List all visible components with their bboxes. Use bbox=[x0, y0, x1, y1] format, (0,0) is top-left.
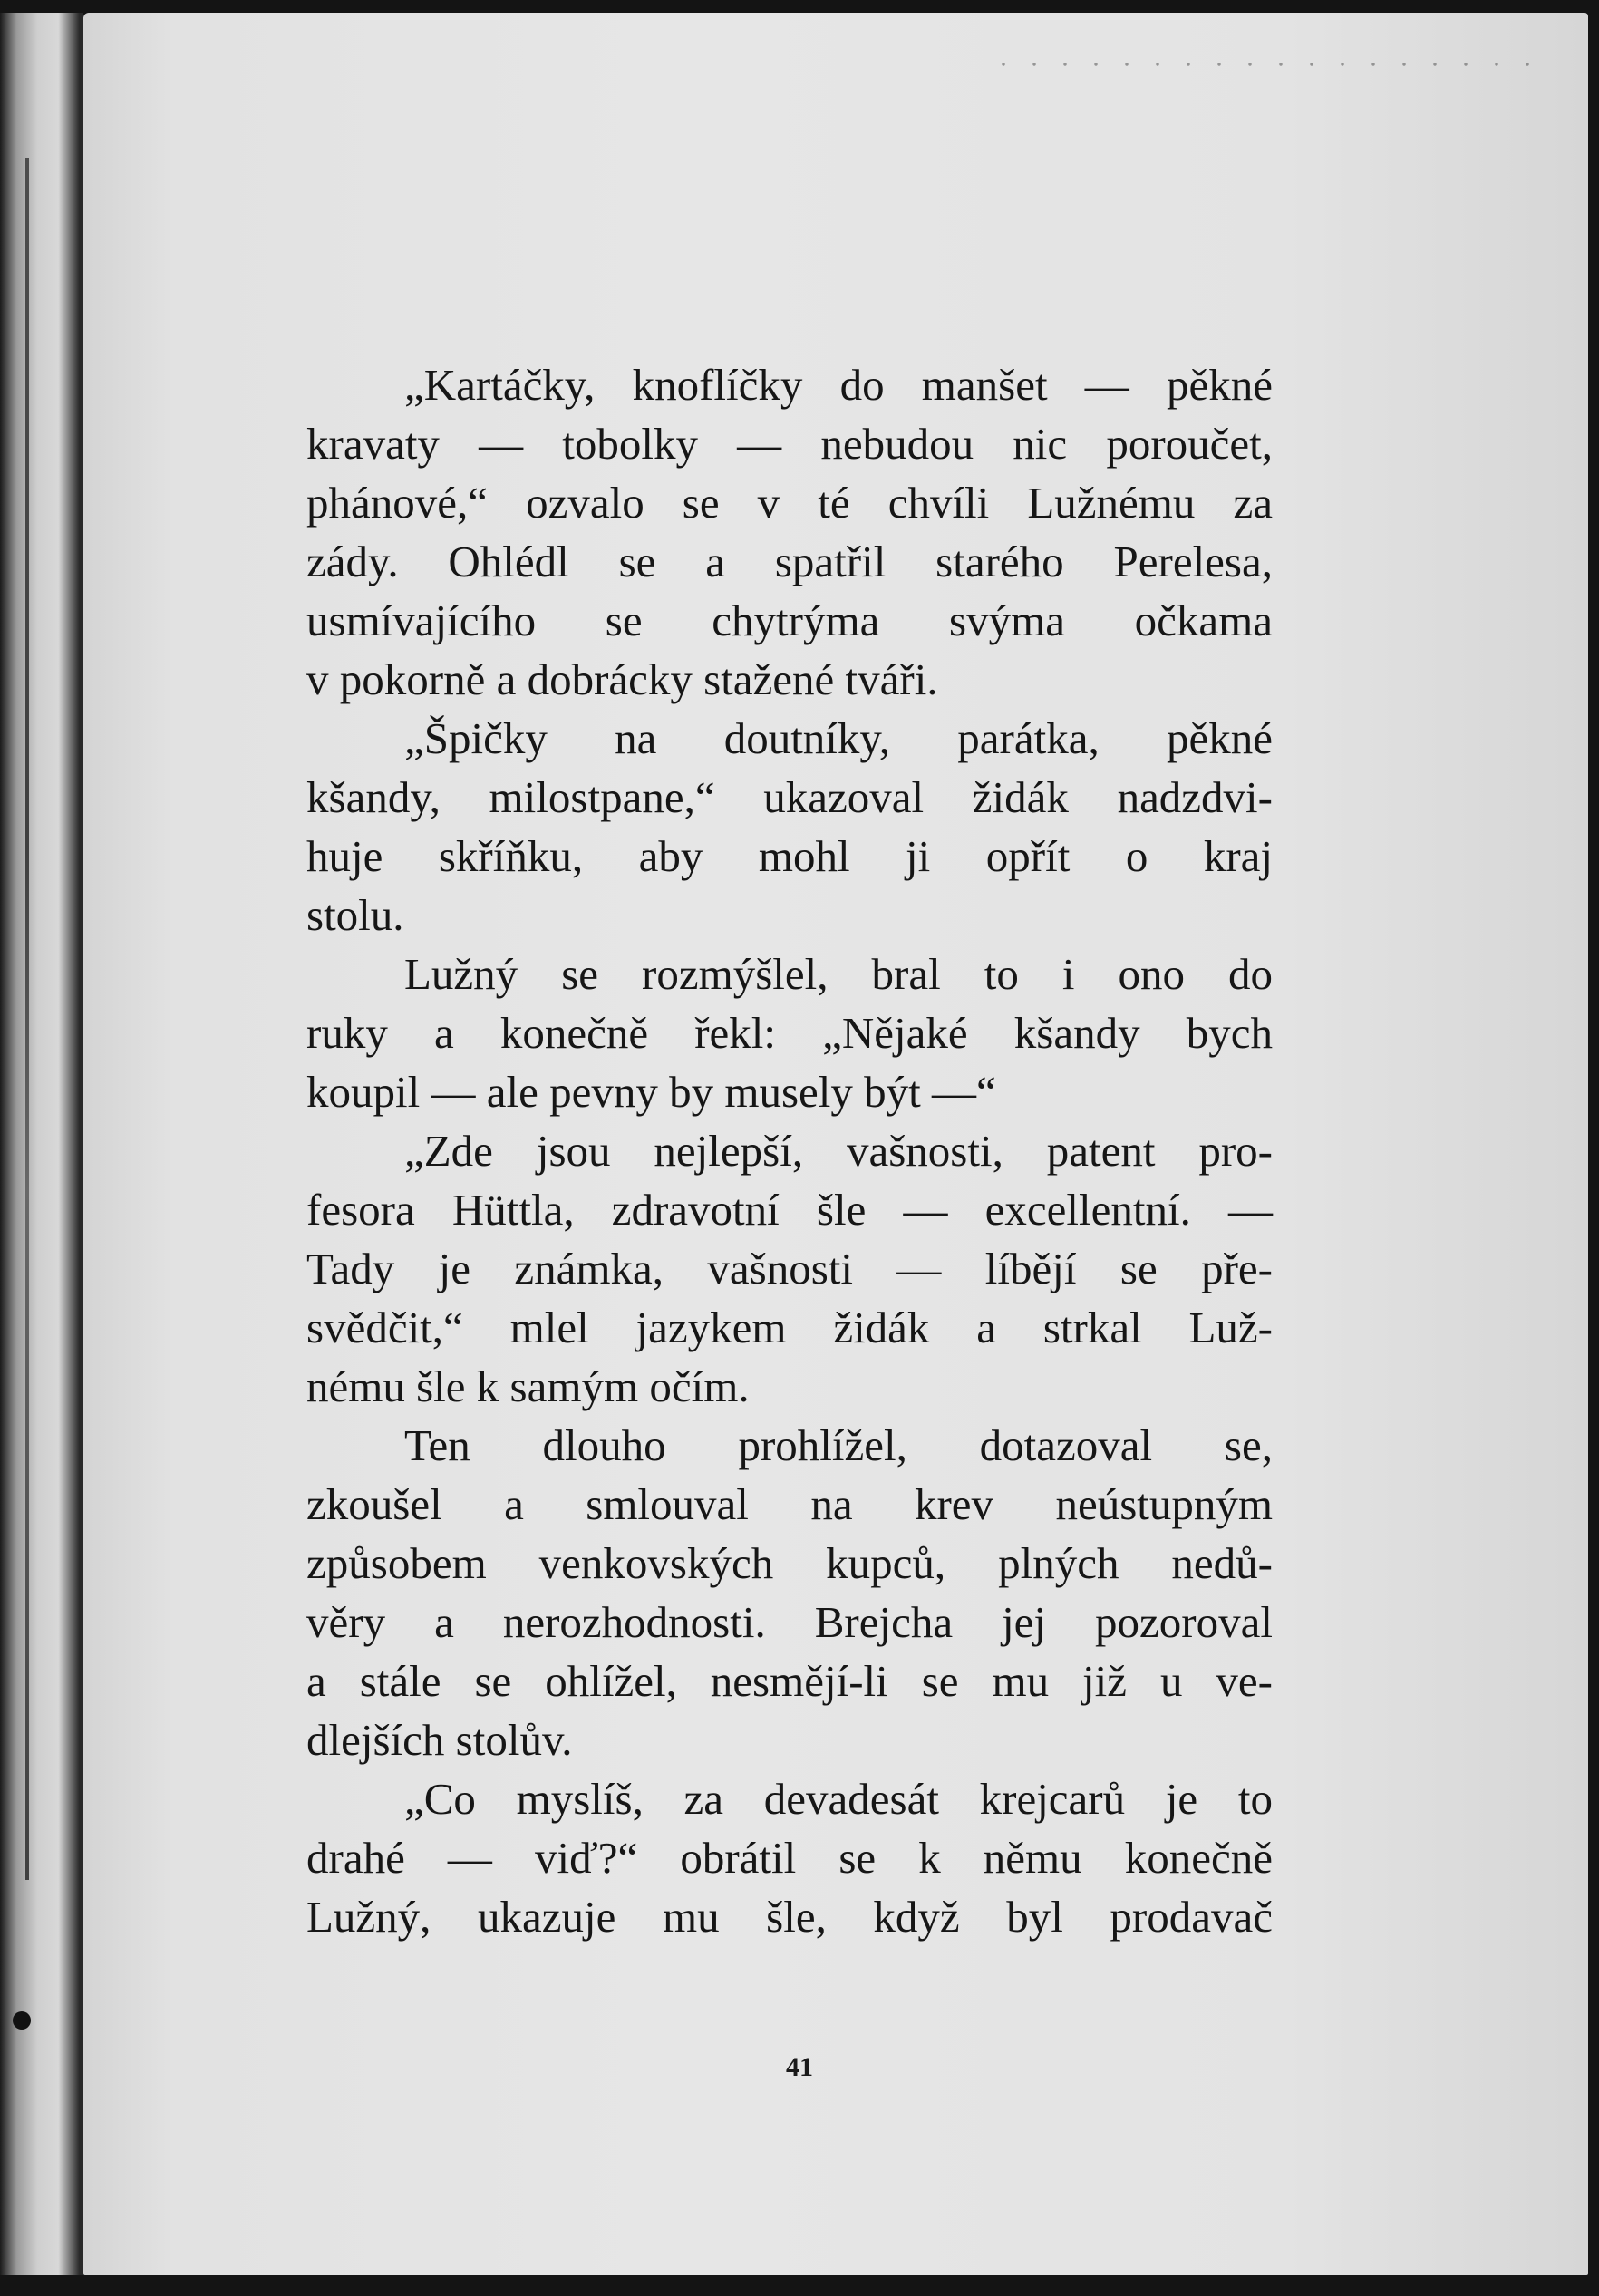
text-line: věry a nerozhodnosti. Brejcha jej pozoroval bbox=[306, 1597, 1273, 1647]
text-line: fesora Hüttla, zdravotní šle — excellentní. — bbox=[306, 1185, 1273, 1235]
text-line: Ten dlouho prohlížel, dotazoval se, bbox=[404, 1420, 1273, 1470]
text-line: zkoušel a smlouval na krev neústupným bbox=[306, 1479, 1273, 1529]
text-line: v pokorně a dobrácky stažené tváři. bbox=[306, 654, 938, 704]
text-line: kravaty — tobolky — nebudou nic poroučet, bbox=[306, 419, 1273, 469]
binding-stain bbox=[13, 2011, 31, 2030]
text-line: Tady je známka, vašnosti — líbějí se pře- bbox=[306, 1244, 1273, 1293]
text-line: drahé — viď?“ obrátil se k němu konečně bbox=[306, 1833, 1273, 1883]
text-line: „Co myslíš, za devadesát krejcarů je to bbox=[404, 1774, 1273, 1824]
text-line: nému šle k samým očím. bbox=[306, 1361, 750, 1411]
text-line: usmívajícího se chytrýma svýma očkama bbox=[306, 596, 1273, 645]
text-line: způsobem venkovských kupců, plných nedů- bbox=[306, 1538, 1273, 1588]
text-line: dlejších stolův. bbox=[306, 1715, 573, 1765]
book-spine-edge bbox=[0, 13, 83, 2275]
text-line: zády. Ohlédl se a spatřil starého Perelesa, bbox=[306, 537, 1273, 586]
text-line: „Zde jsou nejlepší, vašnosti, patent pro- bbox=[404, 1126, 1273, 1176]
page-number: 41 bbox=[786, 2052, 813, 2082]
text-line: „Špičky na doutníky, parátka, pěkné bbox=[404, 713, 1273, 763]
text-line: a stále se ohlížel, nesmějí-li se mu již u ve- bbox=[306, 1656, 1273, 1706]
text-line: ruky a konečně řekl: „Nějaké kšandy bych bbox=[306, 1008, 1273, 1058]
text-line: stolu. bbox=[306, 890, 404, 940]
text-line: svědčit,“ mlel jazykem židák a strkal Luž- bbox=[306, 1303, 1273, 1352]
text-line: koupil — ale pevny by musely být —“ bbox=[306, 1067, 996, 1117]
body-text bbox=[306, 355, 1273, 1946]
text-line: huje skříňku, aby mohl ji opřít o kraj bbox=[306, 831, 1273, 881]
text-line: Lužný se rozmýšlel, bral to i ono do bbox=[404, 949, 1273, 999]
text-line: Lužný, ukazuje mu šle, když byl prodavač bbox=[306, 1892, 1273, 1942]
text-line: kšandy, milostpane,“ ukazoval židák nadzdvi- bbox=[306, 772, 1273, 822]
dust-specks bbox=[988, 58, 1550, 71]
text-line: phánové,“ ozvalo se v té chvíli Lužnému za bbox=[306, 478, 1273, 528]
text-line: „Kartáčky, knoflíčky do manšet — pěkné bbox=[404, 360, 1273, 410]
binding-line bbox=[25, 158, 29, 1880]
